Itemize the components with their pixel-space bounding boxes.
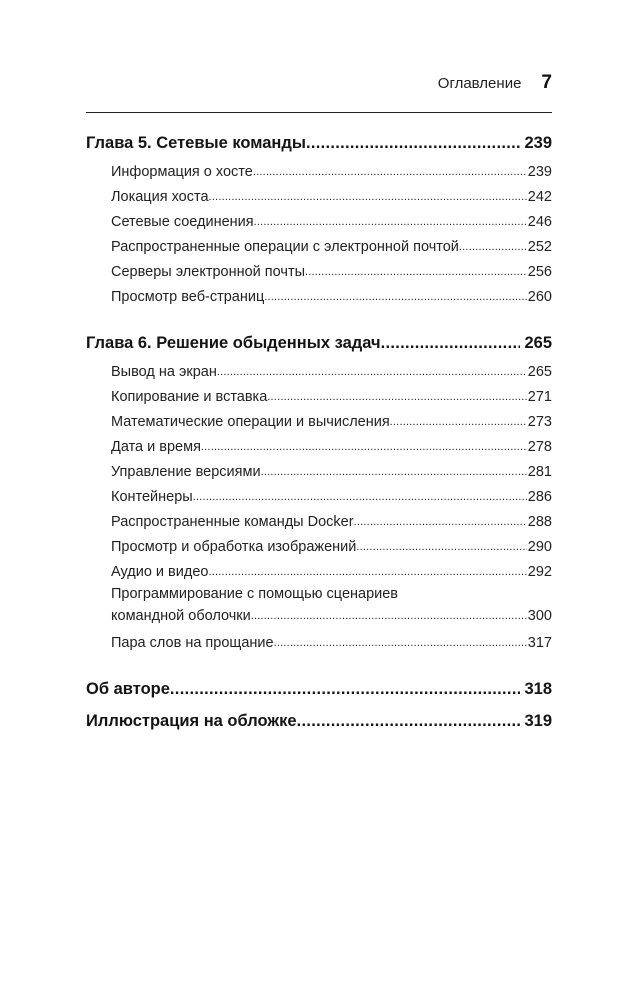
dot-leader <box>253 161 527 183</box>
toc-section-list <box>86 358 552 654</box>
toc-section-list <box>86 158 552 308</box>
dot-leader <box>267 386 527 408</box>
dot-leader <box>459 236 527 258</box>
toc-section-title: Математические операции и вычисления <box>111 414 390 430</box>
toc-entry-page: 318 <box>524 680 552 698</box>
toc-section-page: 246 <box>527 214 552 230</box>
toc-section-page: 273 <box>527 414 552 430</box>
dot-leader <box>356 536 526 558</box>
toc-section-title: Серверы электронной почты <box>111 264 306 280</box>
toc-section-entry[interactable] <box>86 629 552 654</box>
toc-section-title: Просмотр веб-страниц <box>111 289 265 305</box>
dot-leader <box>209 186 527 208</box>
toc-section-title-line1: Программирование с помощью сценариев <box>111 586 399 602</box>
toc-section-page: 260 <box>527 289 552 305</box>
toc-section-page: 317 <box>527 635 552 651</box>
toc-section-entry[interactable] <box>86 383 552 408</box>
toc-chapter-page: 265 <box>524 334 552 352</box>
toc-section-page: 265 <box>527 364 552 380</box>
toc-section-title: Распространенные операции с электронной почтой <box>111 239 459 255</box>
toc-entry-title: Иллюстрация на обложке <box>86 712 297 730</box>
dot-leader <box>208 561 526 583</box>
running-header-title: Оглавление <box>437 75 522 92</box>
dot-leader <box>274 632 527 654</box>
dot-leader <box>251 605 527 627</box>
toc-chapter-title: Глава 5. Сетевые команды <box>86 134 306 152</box>
toc-section-title: Информация о хосте <box>111 164 253 180</box>
toc-section-entry[interactable] <box>86 558 552 583</box>
toc-section-page: 290 <box>527 539 552 555</box>
toc-section-entry[interactable] <box>86 358 552 383</box>
toc-section-entry[interactable] <box>86 258 552 283</box>
toc-entry-page: 319 <box>524 712 552 730</box>
toc-section-page: 292 <box>527 564 552 580</box>
toc-cover-illustration-entry[interactable] <box>86 702 552 734</box>
table-of-contents <box>86 124 552 736</box>
dot-leader <box>201 436 527 458</box>
dot-leader <box>354 511 527 533</box>
dot-leader <box>217 361 527 383</box>
dot-leader <box>261 461 527 483</box>
toc-section-page: 300 <box>527 608 552 624</box>
toc-section-entry[interactable] <box>86 233 552 258</box>
toc-section-entry[interactable] <box>86 283 552 308</box>
dot-leader <box>254 211 527 233</box>
toc-section-page: 239 <box>527 164 552 180</box>
toc-section-entry[interactable] <box>86 508 552 533</box>
toc-section-page: 252 <box>527 239 552 255</box>
toc-section-page: 271 <box>527 389 552 405</box>
toc-chapter-entry[interactable] <box>86 324 552 356</box>
dot-leader <box>390 411 527 433</box>
toc-section-page: 288 <box>527 514 552 530</box>
toc-section-page: 278 <box>527 439 552 455</box>
toc-section-entry[interactable] <box>86 583 552 629</box>
dot-leader <box>381 330 521 356</box>
toc-section-title: Просмотр и обработка изображений <box>111 539 357 555</box>
toc-about-author-entry[interactable] <box>86 670 552 702</box>
toc-section-entry[interactable] <box>86 483 552 508</box>
running-header <box>86 72 552 96</box>
toc-chapter-6 <box>86 324 552 654</box>
dot-leader <box>306 130 521 156</box>
toc-section-page: 286 <box>527 489 552 505</box>
toc-section-title: Локация хоста <box>111 189 209 205</box>
dot-leader <box>264 286 527 308</box>
toc-section-entry[interactable] <box>86 433 552 458</box>
dot-leader <box>305 261 527 283</box>
toc-section-page: 256 <box>527 264 552 280</box>
dot-leader <box>297 708 521 734</box>
toc-section-title: Аудио и видео <box>111 564 209 580</box>
toc-entry-title: Об авторе <box>86 680 170 698</box>
toc-section-entry[interactable] <box>86 458 552 483</box>
toc-section-title-line2: командной оболочки <box>111 608 251 624</box>
toc-section-title: Пара слов на прощание <box>111 635 274 651</box>
toc-section-title: Управление версиями <box>111 464 261 480</box>
toc-section-entry[interactable] <box>86 533 552 558</box>
toc-section-title: Сетевые соединения <box>111 214 254 230</box>
toc-section-title: Распространенные команды Docker <box>111 514 354 530</box>
toc-section-page: 281 <box>527 464 552 480</box>
toc-section-entry[interactable] <box>86 158 552 183</box>
toc-chapter-page: 239 <box>524 134 552 152</box>
toc-section-entry[interactable] <box>86 183 552 208</box>
dot-leader <box>170 676 521 702</box>
toc-section-title: Вывод на экран <box>111 364 217 380</box>
toc-section-entry[interactable] <box>86 408 552 433</box>
toc-section-title: Дата и время <box>111 439 201 455</box>
page-number: 7 <box>541 72 552 93</box>
dot-leader <box>193 486 527 508</box>
toc-section-last-line <box>111 605 552 627</box>
toc-chapter-entry[interactable] <box>86 124 552 156</box>
toc-chapter-5 <box>86 124 552 308</box>
toc-section-entry[interactable] <box>86 208 552 233</box>
toc-standalone-list <box>86 670 552 734</box>
header-rule <box>86 112 552 113</box>
toc-chapter-title: Глава 6. Решение обыденных задач <box>86 334 381 352</box>
toc-section-title: Копирование и вставка <box>111 389 268 405</box>
toc-section-page: 242 <box>527 189 552 205</box>
toc-section-title: Контейнеры <box>111 489 193 505</box>
